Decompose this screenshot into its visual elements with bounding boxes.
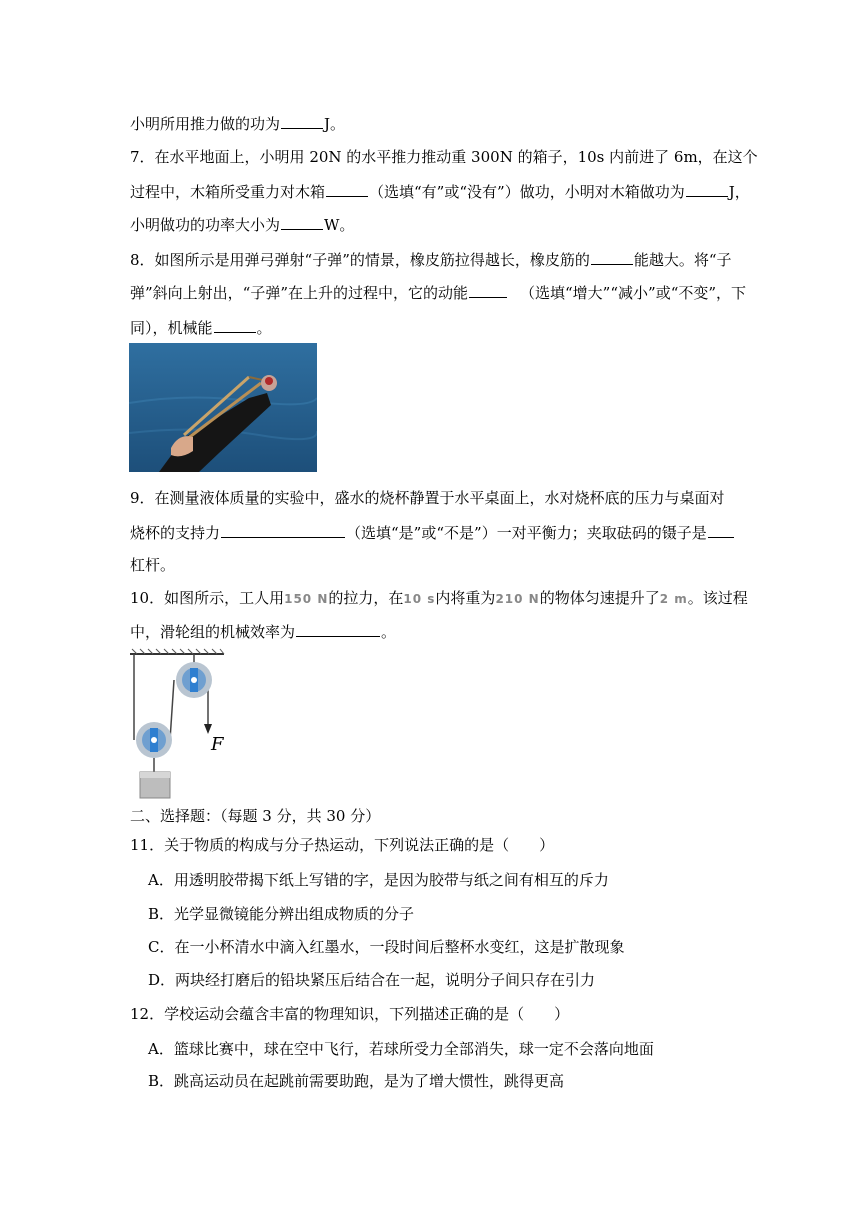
q7-line-2 xyxy=(130,182,750,202)
q10-text-d: 的物体匀速提升了 xyxy=(539,589,660,607)
q8-line-1 xyxy=(130,250,732,270)
q9-line-2 xyxy=(130,523,735,543)
q8-blank-mechanical[interactable] xyxy=(214,318,256,333)
q10-text-b: 的拉力，在 xyxy=(328,589,404,607)
pulley-diagram xyxy=(128,648,228,800)
q9-blank-balance[interactable] xyxy=(221,523,345,538)
q8-blank-energy[interactable] xyxy=(591,250,633,265)
q10-line-2 xyxy=(130,622,396,642)
q6-answer-blank[interactable] xyxy=(281,114,323,129)
q10-text-g: 。 xyxy=(381,623,397,641)
q10-weight-value: 210 N xyxy=(495,592,540,606)
q12-option-a[interactable]: A．篮球比赛中，球在空中飞行，若球所受力全部消失，球一定不会落向地面 xyxy=(148,1040,654,1058)
q8-text-f: 。 xyxy=(256,319,272,337)
q7-line-3 xyxy=(130,215,354,235)
q12-stem: 12．学校运动会蕴含丰富的物理知识，下列描述正确的是（ ） xyxy=(130,1005,570,1023)
slingshot-photo xyxy=(129,343,317,472)
q7-text-b: （选填“有”或“没有”）做功，小明对木箱做功为 xyxy=(369,183,685,201)
q10-force-value: 150 N xyxy=(284,592,329,606)
q8-text-b: 能越大。将“子 xyxy=(633,251,732,269)
q10-time-value: 10 s xyxy=(403,592,436,606)
q10-text-a: 10．如图所示，工人用 xyxy=(130,589,285,607)
q10-text-e: 。该过程 xyxy=(687,589,748,607)
q9-text-a: 烧杯的支持力 xyxy=(130,524,221,542)
q11-option-c[interactable]: C．在一小杯清水中滴入红墨水，一段时间后整杯水变红，这是扩散现象 xyxy=(148,938,625,956)
q9-line-1: 9．在测量液体质量的实验中，盛水的烧杯静置于水平桌面上，水对烧杯底的压力与桌面对 xyxy=(130,489,725,507)
q8-text-e: 同），机械能 xyxy=(130,319,213,337)
q7-blank-gravity-work[interactable] xyxy=(326,182,368,197)
q7-text-c: J， xyxy=(728,183,750,201)
q7-blank-work[interactable] xyxy=(686,182,728,197)
q6-tail-line xyxy=(130,114,345,134)
q11-stem: 11．关于物质的构成与分子热运动，下列说法正确的是（ ） xyxy=(130,836,555,854)
q8-line-3 xyxy=(130,318,272,338)
q11-option-a[interactable]: A．用透明胶带揭下纸上写错的字，是因为胶带与纸之间有相互的斥力 xyxy=(148,871,609,889)
q8-text-a: 8．如图所示是用弹弓弹射“子弹”的情景，橡皮筋拉得越长，橡皮筋的 xyxy=(130,251,590,269)
q9-line-3: 杠杆。 xyxy=(130,556,176,574)
q10-height-value: 2 m xyxy=(659,592,688,606)
q10-text-f: 中，滑轮组的机械效率为 xyxy=(130,623,296,641)
section-2-title: 二、选择题：（每题 3 分，共 30 分） xyxy=(130,807,381,825)
q7-blank-power[interactable] xyxy=(281,215,323,230)
q12-option-b[interactable]: B．跳高运动员在起跳前需要助跑，是为了增大惯性，跳得更高 xyxy=(148,1072,565,1090)
q7-text-a: 过程中，木箱所受重力对木箱 xyxy=(130,183,326,201)
q11-option-d[interactable]: D．两块经打磨后的铅块紧压后结合在一起，说明分子间只存在引力 xyxy=(148,971,596,989)
q8-line-2 xyxy=(130,283,746,303)
q9-text-b: （选填“是”或“不是”）一对平衡力；夹取砝码的镊子是 xyxy=(346,524,707,542)
q7-line-1: 7．在水平地面上，小明用 20N 的水平推力推动重 300N 的箱子，10s 内前进了 6m，在这个 xyxy=(130,148,758,166)
q9-blank-lever[interactable] xyxy=(708,523,734,538)
force-label: F xyxy=(211,734,224,755)
q8-text-c: 弹”斜向上射出，“子弹”在上升的过程中，它的动能 xyxy=(130,284,469,302)
q7-text-e: W。 xyxy=(324,216,355,234)
q8-text-d: （选填“增大”“减小”或“不变”，下 xyxy=(520,284,747,302)
q10-line-1 xyxy=(130,588,748,609)
q6-text-pre: 小明所用推力做的功为 xyxy=(130,115,281,133)
q8-blank-kinetic[interactable] xyxy=(469,283,507,298)
q7-text-d: 小明做功的功率大小为 xyxy=(130,216,281,234)
q6-text-post: J。 xyxy=(324,115,346,133)
q10-text-c: 内将重为 xyxy=(435,589,496,607)
q10-blank-efficiency[interactable] xyxy=(296,622,380,637)
q11-option-b[interactable]: B．光学显微镜能分辨出组成物质的分子 xyxy=(148,905,415,923)
